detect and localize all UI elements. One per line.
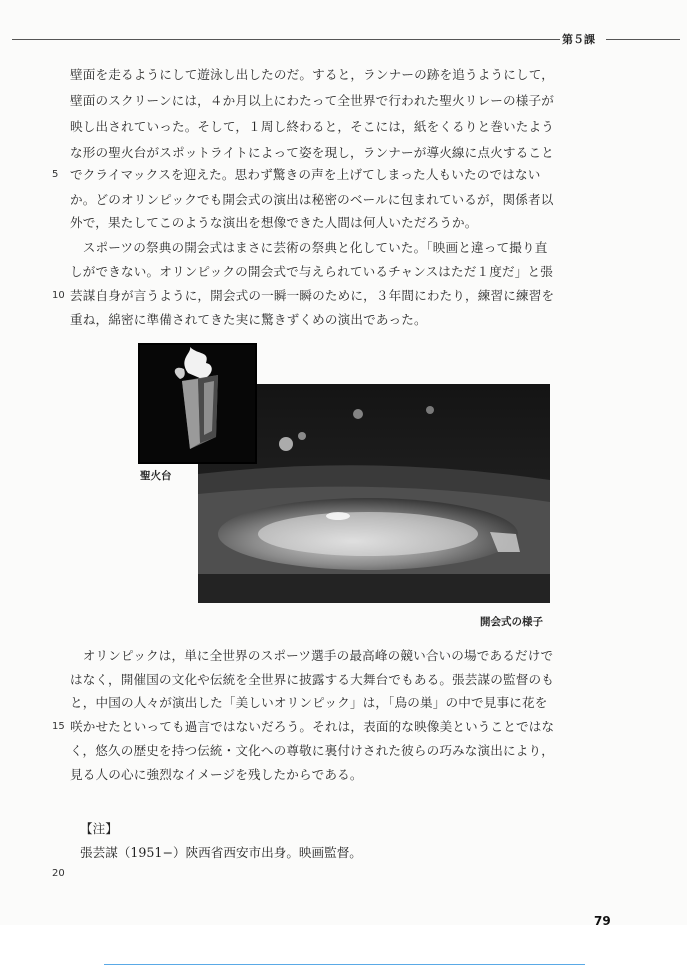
body-line: 外で，果たしてこのような演出を想像できた人間は何人いただろうか。 — [70, 215, 478, 230]
header-rule — [606, 39, 680, 40]
body-line: な形の聖火台がスポットライトによって姿を現し，ランナーが導火線に点火すること — [70, 145, 554, 160]
body-line: く，悠久の歴史を持つ伝統・文化への尊敬に裏付けされた彼らの巧みな演出により， — [70, 743, 555, 758]
note-heading: 【注】 — [80, 821, 118, 836]
body-line: でクライマックスを迎えた。思わず驚きの声を上げてしまった人もいたのではない — [70, 167, 541, 182]
line-number: 15 — [52, 721, 65, 732]
ceremony-caption: 開会式の様子 — [480, 616, 543, 628]
line-number: 5 — [52, 169, 59, 180]
body-line: はなく，開催国の文化や伝統を全世界に披露する大舞台でもある。張芸謀の監督のも — [70, 672, 555, 687]
body-line: しができない。オリンピックの開会式で与えられているチャンスはただ１度だ」と張 — [70, 264, 554, 279]
body-line: 重ね，綿密に準備されてきた実に驚きずくめの演出であった。 — [70, 312, 427, 327]
body-line: 芸謀自身が言うように，開会式の一瞬一瞬のために，３年間にわたり，練習に練習を — [70, 288, 555, 303]
note-text: 張芸謀（1951−）陝西省西安市出身。映画監督。 — [80, 845, 362, 860]
cauldron-caption: 聖火台 — [140, 470, 172, 482]
footer-rule — [104, 964, 585, 965]
body-line: 壁面を走るようにして遊泳し出したのだ。すると，ランナーの跡を追うようにして， — [70, 67, 555, 82]
body-line: か。どのオリンピックでも開会式の演出は秘密のベールに包まれているが，関係者以 — [70, 192, 554, 207]
body-line: 咲かせたといっても過言ではないだろう。それは，表面的な映像美ということではな — [70, 719, 555, 734]
body-line: スポーツの祭典の開会式はまさに芸術の祭典と化していた。「映画と違って撮り直 — [70, 240, 548, 255]
body-line: と，中国の人々が演出した「美しいオリンピック」は，「鳥の巣」の中で見事に花を — [70, 695, 548, 710]
body-line: 見る人の心に強烈なイメージを残したからである。 — [70, 767, 363, 782]
line-number: 10 — [52, 290, 65, 301]
lesson-label: 第５課 — [562, 33, 595, 46]
page-number: 79 — [594, 914, 611, 925]
body-line: オリンピックは，単に全世界のスポーツ選手の最高峰の競い合いの場であるだけで — [70, 648, 554, 663]
cauldron-photo — [138, 343, 257, 464]
body-line: 映し出されていった。そして，１周し終わると，そこには，紙をくるりと巻いたよう — [70, 119, 555, 134]
body-line: 壁面のスクリーンには，４か月以上にわたって全世界で行われた聖火リレーの様子が — [70, 93, 555, 108]
header-rule — [12, 39, 560, 40]
line-number: 20 — [52, 868, 65, 879]
